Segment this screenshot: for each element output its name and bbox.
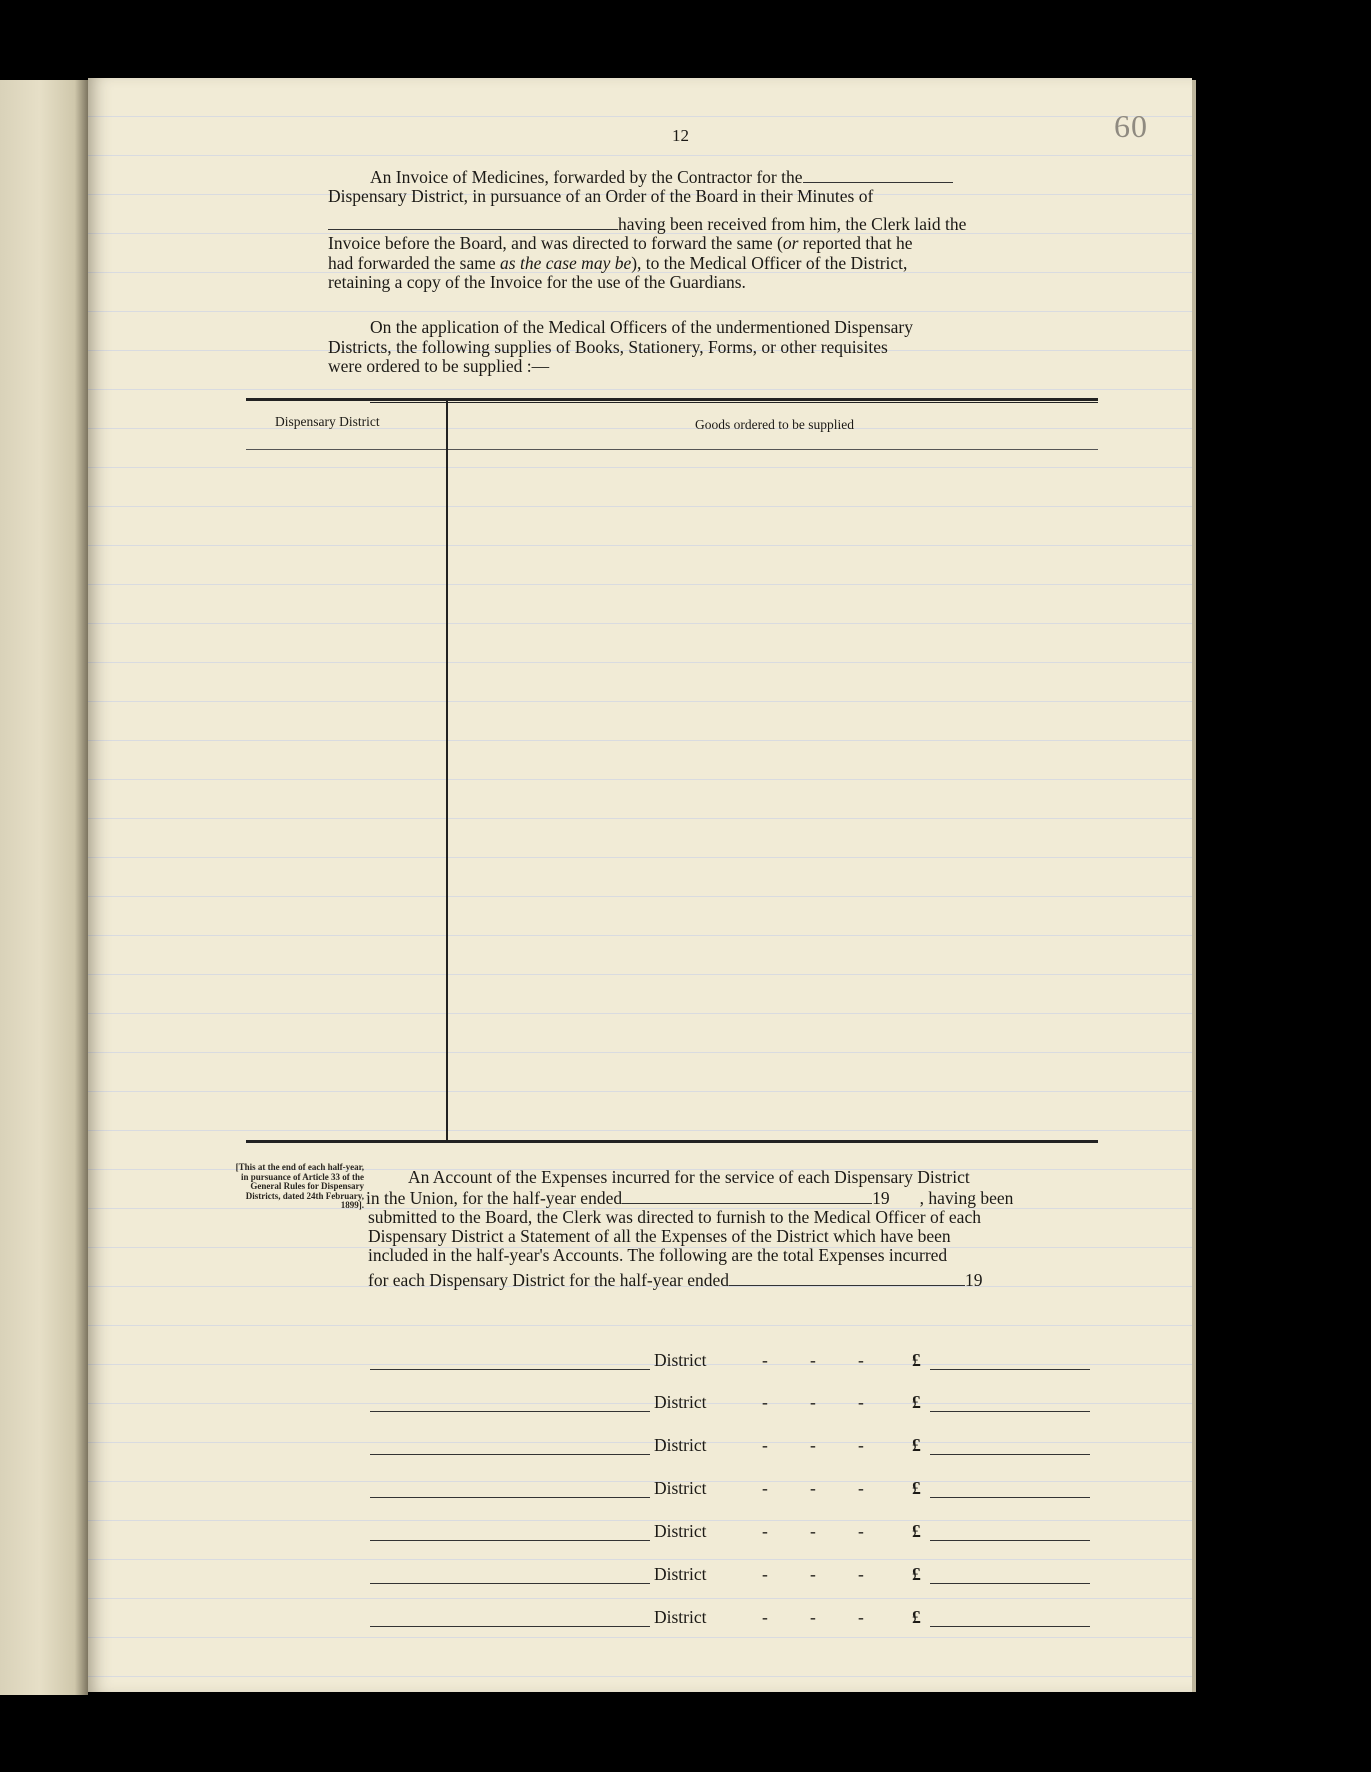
amount-blank[interactable] <box>930 1540 1090 1541</box>
district-name-blank[interactable] <box>370 1497 650 1498</box>
district-label: District <box>654 1392 707 1412</box>
minutes-date-blank <box>328 213 618 230</box>
account-line-2-text-b: , having been <box>919 1187 1014 1208</box>
account-line-4: Dispensary District a Statement of all the Expenses of the District which have been <box>368 1225 951 1246</box>
district-name-blank[interactable] <box>370 1411 650 1412</box>
facing-page-edge <box>0 80 88 1695</box>
folio-number: 60 <box>1114 108 1148 144</box>
application-line-1: On the application of the Medical Officers of the undermentioned Dispensary <box>370 317 913 337</box>
pound-sign: £ <box>912 1435 921 1455</box>
invoice-line-3-text: having been received from him, the Clerk laid the <box>618 213 967 234</box>
district-label: District <box>654 1521 707 1541</box>
dash: - <box>810 1350 816 1370</box>
dash: - <box>762 1392 768 1412</box>
year-prefix-2: 19 <box>965 1269 983 1290</box>
invoice-line-4-text: Invoice before the Board, and was directed to forward the same ( <box>328 233 783 253</box>
dash: - <box>762 1564 768 1584</box>
district-name-blank[interactable] <box>370 1369 650 1370</box>
table-header-rule <box>246 449 1098 450</box>
table-top-rule <box>246 398 1098 401</box>
district-row <box>370 1435 1095 1461</box>
dash: - <box>762 1478 768 1498</box>
column-divider <box>446 400 448 1140</box>
account-line-3: submitted to the Board, the Clerk was directed to furnish to the Medical Officer of each <box>368 1206 981 1227</box>
half-year-blank <box>622 1187 872 1204</box>
account-paragraph <box>368 1168 1096 1290</box>
district-row <box>370 1350 1095 1376</box>
invoice-paragraph <box>328 166 1044 293</box>
amount-blank[interactable] <box>930 1497 1090 1498</box>
invoice-or-italic: or <box>782 233 799 253</box>
district-row <box>370 1521 1095 1547</box>
invoice-line-4 <box>328 234 1044 254</box>
account-line-5: included in the half-year's Accounts. The following are the total Expenses incurred <box>368 1244 948 1265</box>
invoice-line-2: Dispensary District, in pursuance of an Order of the Board in their Minutes of <box>328 186 874 207</box>
margin-note: [This at the end of each half-year, in pursuance of Article 33 of the General Rules for Dispensary Districts, dated 24th February, 1899]. <box>235 1162 364 1210</box>
dash: - <box>810 1607 816 1627</box>
invoice-line-1 <box>328 166 1044 187</box>
dash: - <box>858 1564 864 1584</box>
account-line-1: An Account of the Expenses incurred for the service of each Dispensary District <box>408 1167 970 1187</box>
table-bottom-rule <box>246 1140 1098 1143</box>
column-header-goods-ordered: Goods ordered to be supplied <box>695 417 854 432</box>
application-line-3: were ordered to be supplied :— <box>328 356 550 376</box>
dash: - <box>858 1350 864 1370</box>
dash: - <box>810 1478 816 1498</box>
district-row <box>370 1607 1095 1633</box>
dash: - <box>810 1435 816 1455</box>
dash: - <box>762 1350 768 1370</box>
amount-blank[interactable] <box>930 1454 1090 1455</box>
district-row <box>370 1478 1095 1504</box>
pound-sign: £ <box>912 1521 921 1541</box>
account-line-6-text: for each Dispensary District for the half-year ended <box>368 1269 730 1290</box>
dash: - <box>810 1564 816 1584</box>
dash: - <box>858 1478 864 1498</box>
pound-sign: £ <box>912 1607 921 1627</box>
dash: - <box>762 1435 768 1455</box>
application-line-2: Districts, the following supplies of Books, Stationery, Forms, or other requisites <box>328 336 888 357</box>
amount-blank[interactable] <box>930 1369 1090 1370</box>
district-name-blank[interactable] <box>370 1583 650 1584</box>
year-prefix: 19 <box>872 1187 890 1208</box>
district-name-blank[interactable] <box>370 1454 650 1455</box>
district-name-blank[interactable] <box>370 1626 650 1627</box>
amount-blank[interactable] <box>930 1411 1090 1412</box>
contractor-blank <box>803 166 953 183</box>
dash: - <box>858 1392 864 1412</box>
district-label: District <box>654 1350 707 1370</box>
dash: - <box>762 1607 768 1627</box>
invoice-line-5-text-b: ), to the Medical Officer of the District, <box>631 252 908 273</box>
amount-blank[interactable] <box>930 1626 1090 1627</box>
dash: - <box>858 1607 864 1627</box>
invoice-line-4-text-b: reported that he <box>798 233 913 253</box>
pound-sign: £ <box>912 1350 921 1370</box>
invoice-line-1-text: An Invoice of Medicines, forwarded by the Contractor for the <box>370 166 803 187</box>
district-label: District <box>654 1564 707 1584</box>
dash: - <box>858 1435 864 1455</box>
dash: - <box>810 1392 816 1412</box>
invoice-line-5-text: had forwarded the same <box>328 252 501 273</box>
application-paragraph <box>328 318 1044 377</box>
district-label: District <box>654 1435 707 1455</box>
account-line-2 <box>366 1187 1096 1208</box>
page-edge <box>1192 80 1196 1692</box>
invoice-line-3 <box>328 213 1044 234</box>
pound-sign: £ <box>912 1564 921 1584</box>
column-header-dispensary-district: Dispensary District <box>275 414 380 429</box>
invoice-line-5 <box>328 254 1044 274</box>
district-row <box>370 1392 1095 1418</box>
table-top-rule-thin <box>370 402 1098 403</box>
page-number: 12 <box>672 126 689 145</box>
account-line-2-text: in the Union, for the half-year ended <box>366 1187 623 1208</box>
district-label: District <box>654 1607 707 1627</box>
pound-sign: £ <box>912 1478 921 1498</box>
amount-blank[interactable] <box>930 1583 1090 1584</box>
dash: - <box>810 1521 816 1541</box>
invoice-line-6: retaining a copy of the Invoice for the use of the Guardians. <box>328 272 746 292</box>
invoice-case-italic: as the case may be <box>500 252 632 273</box>
half-year-ended-blank <box>729 1269 965 1286</box>
district-row <box>370 1564 1095 1590</box>
district-name-blank[interactable] <box>370 1540 650 1541</box>
account-line-6 <box>368 1269 1096 1290</box>
dash: - <box>858 1521 864 1541</box>
district-label: District <box>654 1478 707 1498</box>
pound-sign: £ <box>912 1392 921 1412</box>
dash: - <box>762 1521 768 1541</box>
